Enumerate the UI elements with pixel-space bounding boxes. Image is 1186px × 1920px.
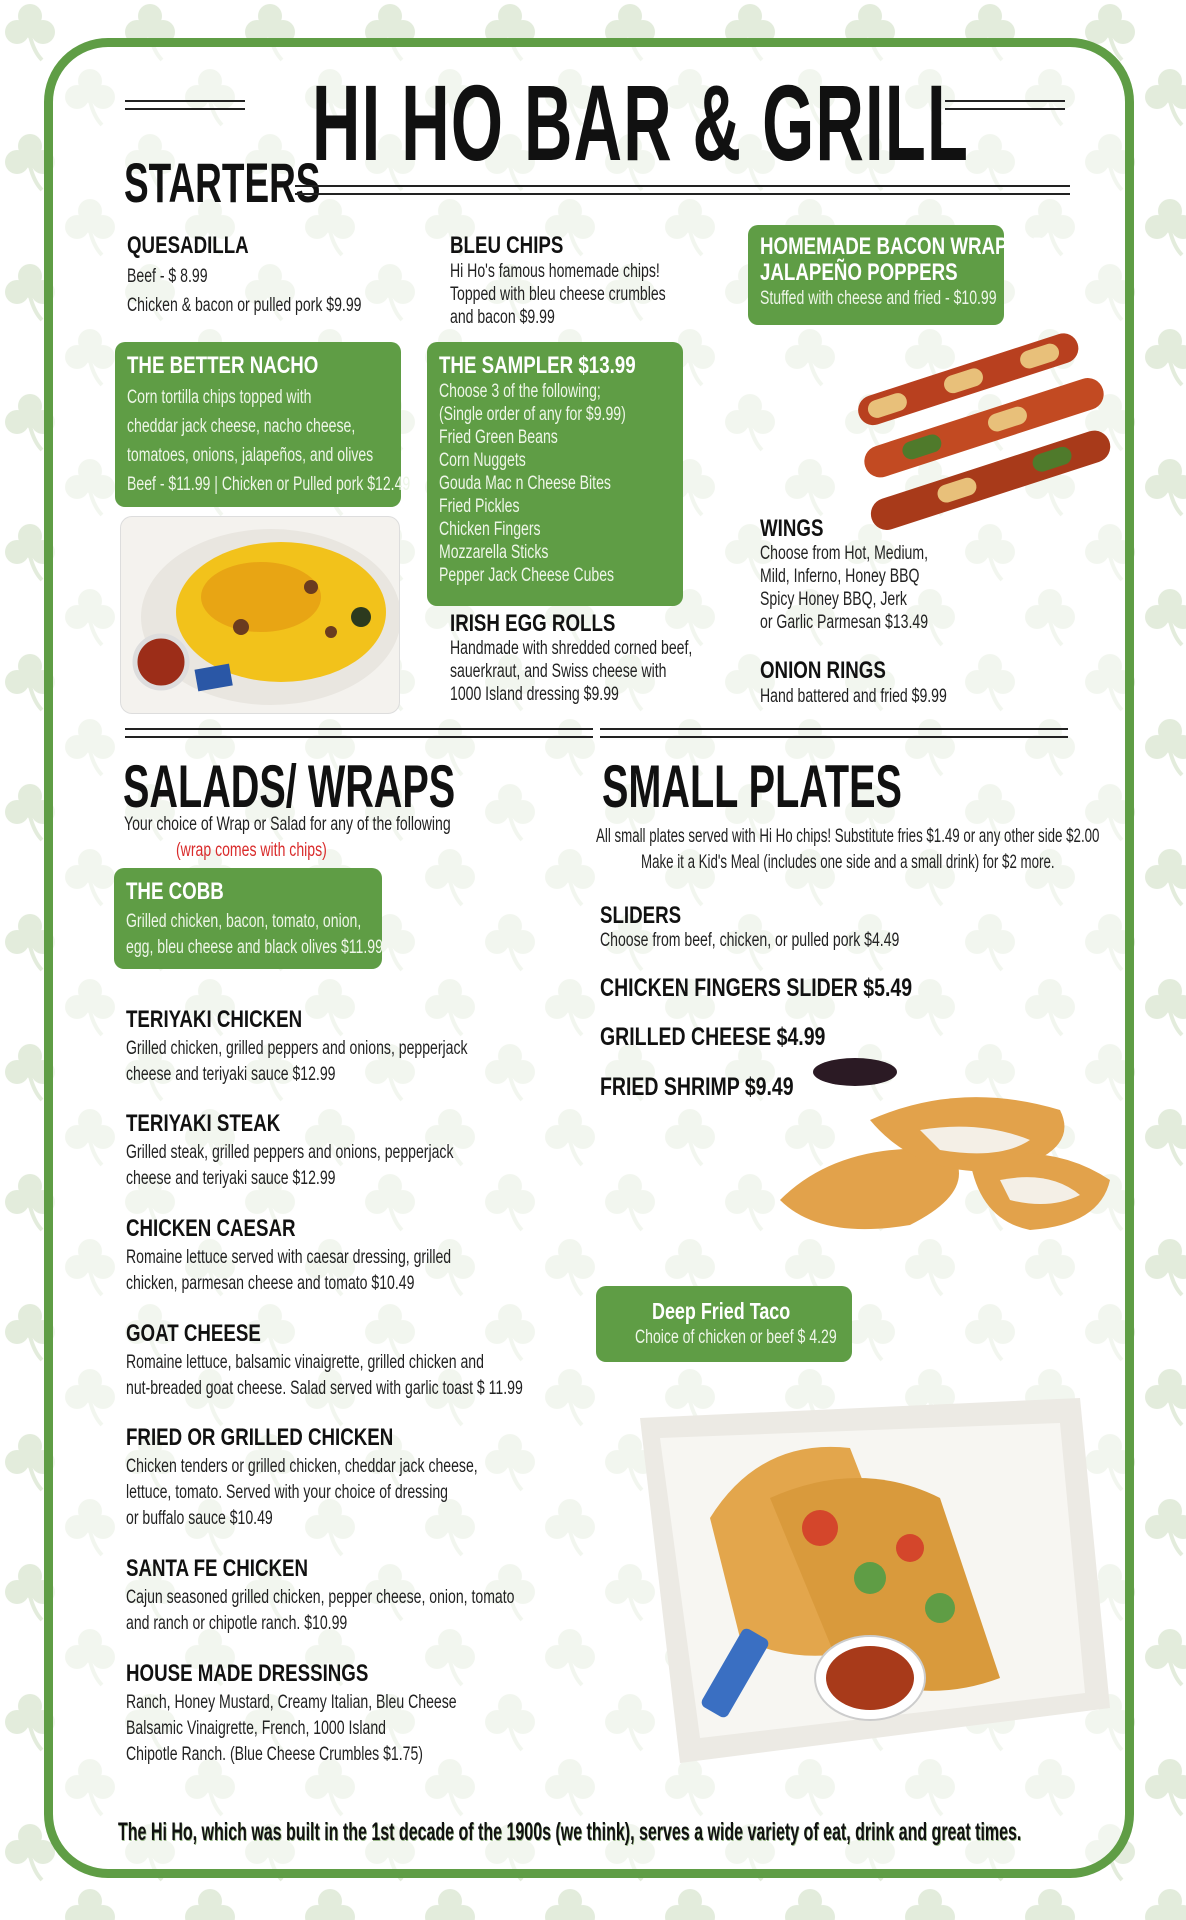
salad-item-line: cheese and teriyaki sauce $12.99 — [126, 1064, 336, 1085]
starters-heading: STARTERS — [124, 151, 321, 214]
nacho-line3: tomatoes, onions, jalapeños, and olives — [127, 445, 374, 466]
egg-rolls-line2: sauerkraut, and Swiss cheese with — [450, 661, 667, 682]
sampler-name: THE SAMPLER $13.99 — [439, 352, 636, 379]
onion-rings-desc: Hand battered and fried $9.99 — [760, 686, 947, 707]
salad-item-line: nut-breaded goat cheese. Salad served with garlic toast $ 11.99 — [126, 1378, 523, 1399]
poppers-name-line1: HOMEMADE BACON WRAPPED — [760, 233, 1047, 260]
grilled-cheese: GRILLED CHEESE $4.99 — [600, 1023, 826, 1051]
wings-line2: Mild, Inferno, Honey BBQ — [760, 566, 920, 587]
cobb-box — [114, 868, 382, 969]
salad-item-line: Romaine lettuce, balsamic vinaigrette, grilled chicken and — [126, 1352, 484, 1373]
nacho-line2: cheddar jack cheese, nacho cheese, — [127, 416, 356, 437]
chicken-fingers-slider: CHICKEN FINGERS SLIDER $5.49 — [600, 974, 913, 1002]
salad-item-line: Grilled chicken, grilled peppers and onions, pepperjack — [126, 1038, 468, 1059]
starters-rule — [295, 185, 1070, 195]
sampler-line: Fried Pickles — [439, 496, 520, 517]
salads-sub1: Your choice of Wrap or Salad for any of the following — [124, 814, 451, 835]
cobb-line1: Grilled chicken, bacon, tomato, onion, — [126, 911, 362, 932]
sampler-line: Gouda Mac n Cheese Bites — [439, 473, 611, 494]
taco-photo — [620, 1378, 1120, 1773]
salad-item-name: FRIED OR GRILLED CHICKEN — [126, 1424, 394, 1451]
salad-item-name: SANTA FE CHICKEN — [126, 1555, 309, 1582]
wings-line3: Spicy Honey BBQ, Jerk — [760, 589, 907, 610]
egg-rolls-line3: 1000 Island dressing $9.99 — [450, 684, 619, 705]
wings-name: WINGS — [760, 515, 824, 542]
poppers-name-line2: JALAPEÑO POPPERS — [760, 259, 958, 286]
fried-shrimp: FRIED SHRIMP $9.49 — [600, 1073, 794, 1101]
sliders-name: SLIDERS — [600, 902, 682, 929]
salad-item-line: Chicken tenders or grilled chicken, cheddar jack cheese, — [126, 1456, 478, 1477]
salad-item-name: TERIYAKI STEAK — [126, 1110, 281, 1137]
small-plates-sub2: Make it a Kid's Meal (includes one side and a small drink) for $2 more. — [641, 852, 1055, 873]
bleu-chips-name: BLEU CHIPS — [450, 232, 564, 259]
nacho-line1: Corn tortilla chips topped with — [127, 387, 312, 408]
salad-item-line: chicken, parmesan cheese and tomato $10.49 — [126, 1273, 415, 1294]
onion-rings-name: ONION RINGS — [760, 657, 886, 684]
title-rule-right — [945, 100, 1065, 110]
quesadilla-line1: Beef - $ 8.99 — [127, 266, 208, 287]
chicken-fingers-photo — [760, 1050, 1130, 1245]
egg-rolls-name: IRISH EGG ROLLS — [450, 610, 616, 637]
taco-box — [596, 1286, 852, 1362]
quesadilla-name: QUESADILLA — [127, 232, 249, 259]
sampler-line: Fried Green Beans — [439, 427, 558, 448]
salad-item-name: TERIYAKI CHICKEN — [126, 1006, 303, 1033]
sliders-desc: Choose from beef, chicken, or pulled pork $4.49 — [600, 930, 900, 951]
small-plates-rule — [600, 728, 1068, 738]
salad-item-name: CHICKEN CAESAR — [126, 1215, 296, 1242]
sampler-box — [427, 342, 683, 606]
sampler-line: Corn Nuggets — [439, 450, 526, 471]
small-plates-sub1: All small plates served with Hi Ho chips! Substitute fries $1.49 or any other side $2.00 — [596, 826, 1100, 847]
wings-line1: Choose from Hot, Medium, — [760, 543, 929, 564]
cobb-name: THE COBB — [126, 878, 224, 905]
salad-item-line: and ranch or chipotle ranch. $10.99 — [126, 1613, 348, 1634]
taco-desc: Choice of chicken or beef $ 4.29 — [635, 1327, 837, 1348]
salad-item-line: Romaine lettuce served with caesar dressing, grilled — [126, 1247, 452, 1268]
taco-name: Deep Fried Taco — [652, 1298, 791, 1324]
salad-item-line: or buffalo sauce $10.49 — [126, 1508, 273, 1529]
salad-item-line: cheese and teriyaki sauce $12.99 — [126, 1168, 336, 1189]
salad-item-line: Chipotle Ranch. (Blue Cheese Crumbles $1.75) — [126, 1744, 423, 1765]
salad-item-line: Balsamic Vinaigrette, French, 1000 Island — [126, 1718, 386, 1739]
salad-item-line: Ranch, Honey Mustard, Creamy Italian, Bleu Cheese — [126, 1692, 457, 1713]
sampler-line: Mozzarella Sticks — [439, 542, 549, 563]
sampler-line: Pepper Jack Cheese Cubes — [439, 565, 615, 586]
bleu-chips-line2: Topped with bleu cheese crumbles — [450, 284, 666, 305]
wings-line4: or Garlic Parmesan $13.49 — [760, 612, 929, 633]
cobb-line2: egg, bleu cheese and black olives $11.99 — [126, 937, 383, 958]
poppers-box — [748, 225, 1047, 325]
salad-item-line: lettuce, tomato. Served with your choice of dressing — [126, 1482, 448, 1503]
poppers-desc: Stuffed with cheese and fried - $10.99 — [760, 288, 997, 309]
salad-item-line: Cajun seasoned grilled chicken, pepper cheese, onion, tomato — [126, 1587, 515, 1608]
salad-item-line: Grilled steak, grilled peppers and onions, pepperjack — [126, 1142, 454, 1163]
nacho-line4: Beef - $11.99 | Chicken or Pulled pork $12.49 — [127, 474, 411, 495]
nacho-name: THE BETTER NACHO — [127, 352, 319, 379]
sampler-line: (Single order of any for $9.99) — [439, 404, 626, 425]
footer-text: The Hi Ho, which was built in the 1st decade of the 1900s (we think), serves a wide variety of eat, drink and great times. — [118, 1818, 1022, 1846]
nacho-box — [115, 342, 411, 507]
bleu-chips-line1: Hi Ho's famous homemade chips! — [450, 261, 660, 282]
salad-item-name: GOAT CHEESE — [126, 1320, 261, 1347]
bleu-chips-line3: and bacon $9.99 — [450, 307, 555, 328]
egg-rolls-line1: Handmade with shredded corned beef, — [450, 638, 693, 659]
nacho-photo — [120, 516, 400, 714]
quesadilla-line2: Chicken & bacon or pulled pork $9.99 — [127, 295, 362, 316]
sampler-line: Choose 3 of the following; — [439, 381, 601, 402]
title-rule-left — [125, 100, 245, 110]
page-title: HI HO BAR & GRILL — [312, 62, 970, 183]
salads-sub2: (wrap comes with chips) — [176, 840, 327, 861]
salad-item-name: HOUSE MADE DRESSINGS — [126, 1660, 369, 1687]
sampler-line: Chicken Fingers — [439, 519, 541, 540]
salads-heading: SALADS/ WRAPS — [123, 753, 456, 820]
small-plates-heading: SMALL PLATES — [602, 753, 902, 820]
poppers-photo — [840, 330, 1140, 530]
salads-rule — [125, 728, 593, 738]
